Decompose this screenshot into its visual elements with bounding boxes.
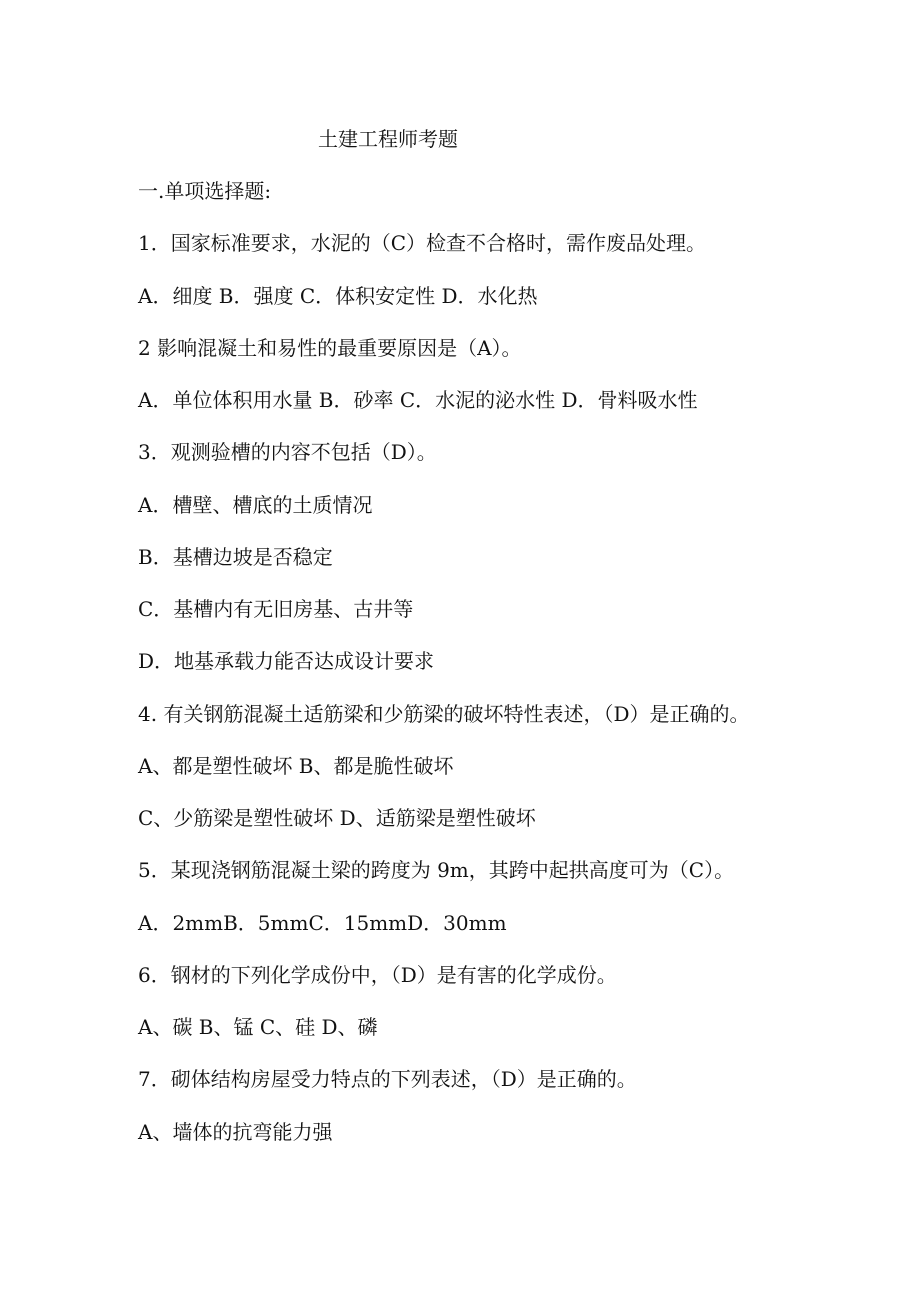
question-7: 7．砌体结构房屋受力特点的下列表述，（D）是正确的。 xyxy=(138,1067,637,1092)
question-6-options: A、碳 B、锰 C、硅 D、磷 xyxy=(138,1015,378,1039)
question-7-option-a: A、墙体的抗弯能力强 xyxy=(138,1119,333,1144)
question-5-options: A．2mmB．5mmC．15mmD．30mm xyxy=(138,910,507,935)
question-2-options: A．单位体积用水量 B．砂率 C．水泥的泌水性 D．骨料吸水性 xyxy=(138,388,698,412)
question-3-option-b: B．基槽边坡是否稳定 xyxy=(138,544,333,569)
question-4: 4. 有关钢筋混凝土适筋梁和少筋梁的破坏特性表述，（D）是正确的。 xyxy=(138,701,750,726)
question-4-options-cd: C、少筋梁是塑性破坏 D、适筋梁是塑性破坏 xyxy=(138,806,536,830)
question-2: 2 影响混凝土和易性的最重要原因是（A）。 xyxy=(138,335,522,360)
document-body xyxy=(138,173,898,1166)
section-heading: 一.单项选择题: xyxy=(138,179,272,203)
question-3: 3．观测验槽的内容不包括（D）。 xyxy=(138,440,437,465)
question-3-option-d: D．地基承载力能否达成设计要求 xyxy=(138,649,435,674)
question-1-options: A．细度 B．强度 C．体积安定性 D．水化热 xyxy=(138,283,538,308)
question-4-options-ab: A、都是塑性破坏 B、都是脆性破坏 xyxy=(138,753,454,778)
question-5: 5．某现浇钢筋混凝土梁的跨度为 9m，其跨中起拱高度可为（C）。 xyxy=(138,858,735,883)
question-3-option-c: C．基槽内有无旧房基、古井等 xyxy=(138,597,414,621)
question-3-option-a: A．槽壁、槽底的土质情况 xyxy=(138,492,373,517)
question-6: 6．钢材的下列化学成份中，（D）是有害的化学成份。 xyxy=(138,962,617,987)
document-title: 土建工程师考题 xyxy=(318,127,458,151)
question-1: 1．国家标准要求，水泥的（C）检查不合格时，需作废品处理。 xyxy=(138,231,707,256)
